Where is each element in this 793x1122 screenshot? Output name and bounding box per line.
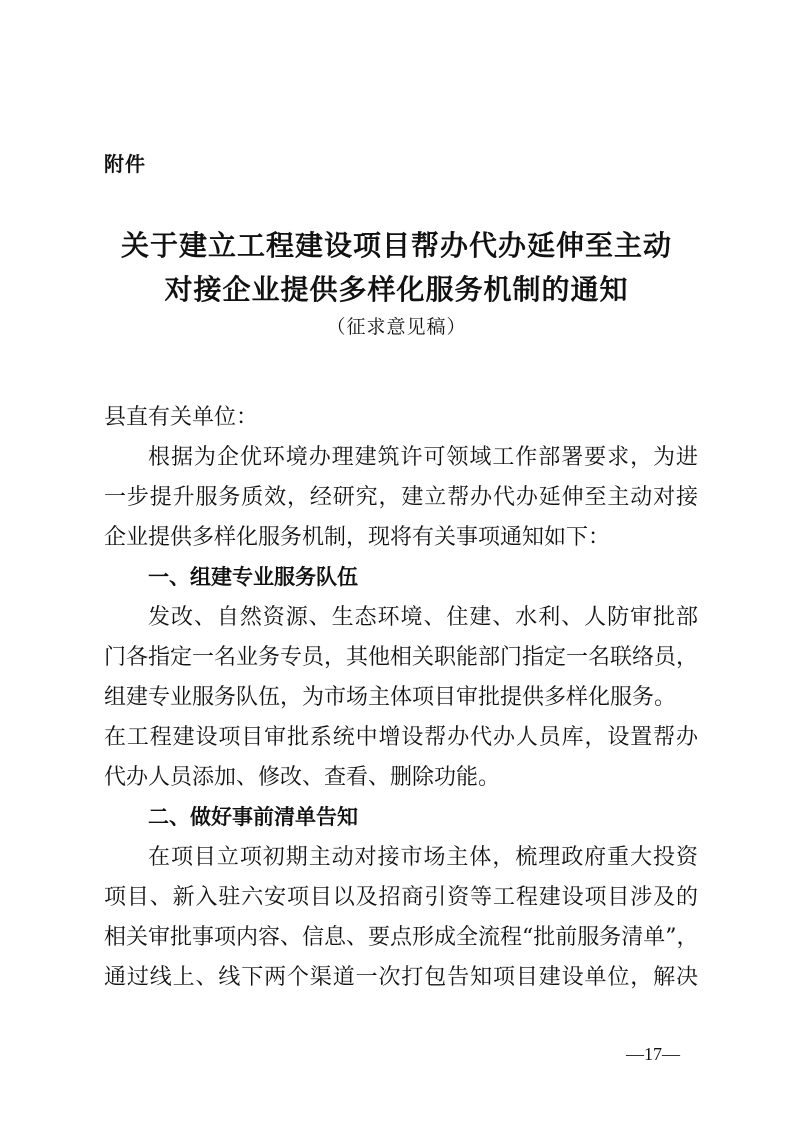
section-2-heading: 二、做好事前清单告知 [148, 805, 358, 829]
salutation: 县直有关单位： [104, 405, 259, 430]
section-1-line: 代办人员添加、修改、查看、删除功能。 [104, 765, 501, 790]
section-2-line: 项目、新入驻六安项目以及招商引资等工程建设项目涉及的 [104, 885, 698, 910]
document-title-line-2: 对接企业提供多样化服务机制的通知 [164, 273, 629, 306]
attachment-label: 附件 [104, 152, 146, 176]
page-number: —17— [626, 1044, 680, 1064]
intro-line: 一步提升服务质效，经研究，建立帮办代办延伸至主动对接 [104, 485, 698, 510]
section-2-line: 在项目立项初期主动对接市场主体，梳理政府重大投资 [148, 845, 698, 870]
section-2-line: 通过线上、线下两个渠道一次打包告知项目建设单位，解决 [104, 965, 698, 990]
document-subtitle: （征求意见稿） [326, 316, 467, 338]
section-2-line: 相关审批事项内容、信息、要点形成全流程“批前服务清单”， [104, 925, 699, 950]
section-1-line: 发改、自然资源、生态环境、住建、水利、人防审批部 [148, 605, 698, 630]
section-1-heading: 一、组建专业服务队伍 [148, 565, 358, 589]
section-1-line: 门各指定一名业务专员，其他相关职能部门指定一名联络员， [104, 645, 699, 670]
section-1-line: 在工程建设项目审批系统中增设帮办代办人员库，设置帮办 [104, 725, 698, 750]
document-title-line-1: 关于建立工程建设项目帮办代办延伸至主动 [120, 229, 672, 262]
intro-line: 企业提供多样化服务机制，现将有关事项通知如下： [104, 525, 611, 550]
intro-line: 根据为企优环境办理建筑许可领域工作部署要求，为进 [148, 445, 698, 470]
section-1-line: 组建专业服务队伍，为市场主体项目审批提供多样化服务。 [104, 685, 677, 710]
